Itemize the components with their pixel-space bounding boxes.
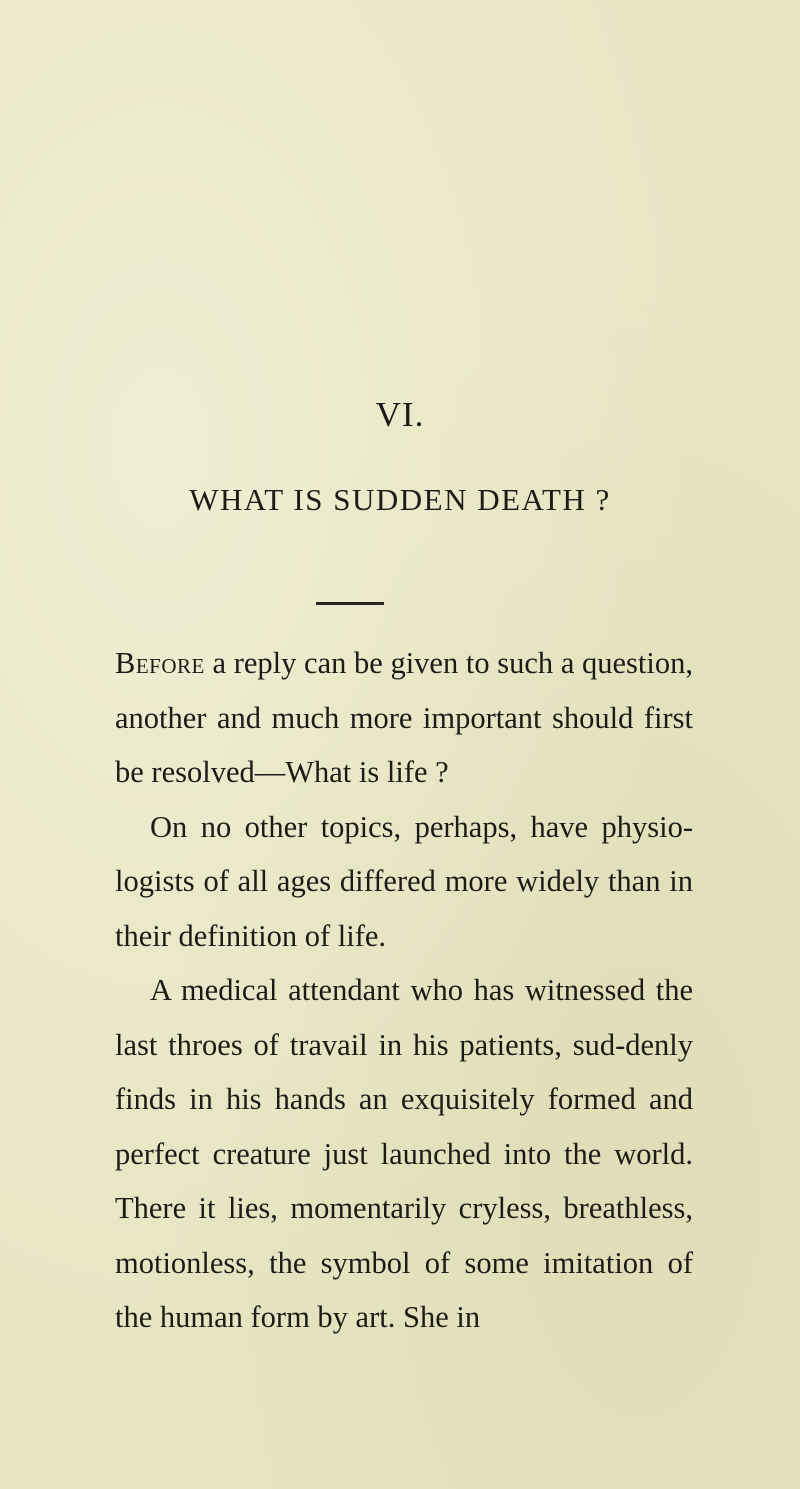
paragraph-1-lead: Before xyxy=(115,646,205,680)
paragraph-1-text: a reply can be given to such a question, another and much more important should first be resolved—What is life ? xyxy=(115,646,693,789)
chapter-number: VI. xyxy=(375,395,425,434)
chapter-title: WHAT IS SUDDEN DEATH ? xyxy=(189,482,611,517)
paragraph-1 xyxy=(115,636,693,800)
body-text xyxy=(115,636,693,1345)
paragraph-2: On no other topics, perhaps, have physio-logists of all ages differed more widely than in their definition of life. xyxy=(115,809,693,953)
paragraph-3: A medical attendant who has witnessed the last throes of travail in his patients, sud-denly finds in his hands an exquisitely formed and perfect creature just launched into the world. There it lies, momentarily cryless, breathless, motionless, the symbol of some imitation of the human form by art. She in xyxy=(115,973,693,1334)
title-rule xyxy=(316,602,384,605)
